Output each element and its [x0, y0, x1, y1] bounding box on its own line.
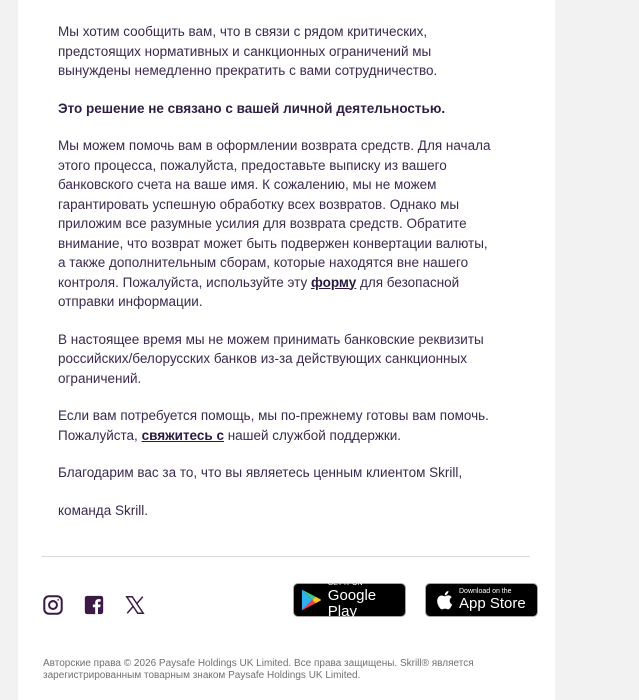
paragraph-bank-details: В настоящее время мы не можем принимать банковские реквизиты российских/белорусских банков из-за действующих санкционных ограничений. — [58, 331, 484, 386]
app-store-small: Download on the — [459, 588, 512, 595]
facebook-icon[interactable] — [83, 594, 107, 618]
paragraph-thanks: Благодарим вас за то, что вы являетесь ценным клиентом Skrill, — [58, 465, 463, 480]
google-play-badge[interactable] — [293, 580, 406, 620]
apple-icon — [435, 589, 453, 611]
google-play-icon — [301, 588, 322, 612]
refund-text-start: Мы можем помочь вам в оформлении возврата средств. Для начала этого процесса, пожалуйста, предоставьте выписку из вашего банковского счета на ваше имя. К сожалению, мы не можем гарантировать успешную обработку всех возвратов. Однако мы приложим все разумные усилия для возврата средств. Обратите внимание, что возврат может быть подвержен конвертации валюты, а также дополнительным сборам, которые находятся вне нашего контроля. Пожалуйста, используйте эту — [58, 138, 491, 290]
help-text-start: Если вам потребуется помощь, мы по-прежнему готовы вам помочь. Пожалуйста, — [58, 408, 489, 443]
google-play-text — [328, 580, 405, 620]
signature: команда Skrill. — [58, 502, 148, 518]
refund-text-end: для безопасной отправки информации. — [58, 274, 460, 309]
email-body — [58, 22, 498, 538]
google-play-big: Google Play — [327, 587, 377, 620]
footer-divider — [42, 556, 530, 557]
app-store-big: App Store — [459, 595, 526, 612]
app-store-badge[interactable] — [425, 583, 538, 617]
help-text-end: нашей службой поддержки. — [223, 427, 402, 443]
app-store-text — [459, 588, 526, 612]
google-play-small: GET IT ON — [327, 580, 363, 587]
contact-link[interactable]: свяжитесь с — [141, 427, 224, 443]
copyright-text: Авторские права © 2026 Paysafe Holdings UK Limited. Все права защищены. Skrill® является зарегистрированным товарным знаком Paysafe Holdings UK Limited. — [43, 658, 474, 681]
paragraph-help — [58, 406, 498, 445]
x-icon[interactable] — [124, 594, 148, 618]
paragraph-notice: Мы хотим сообщить вам, что в связи с рядом критических, предстоящих нормативных и санкционных ограничений мы вынуждены немедленно прекратить с вами сотрудничество. — [58, 24, 438, 78]
instagram-icon[interactable] — [42, 594, 66, 618]
paragraph-refund — [58, 136, 498, 312]
form-link[interactable]: форму — [310, 274, 357, 290]
paragraph-decision: Это решение не связано с вашей личной деятельностью. — [58, 100, 446, 116]
